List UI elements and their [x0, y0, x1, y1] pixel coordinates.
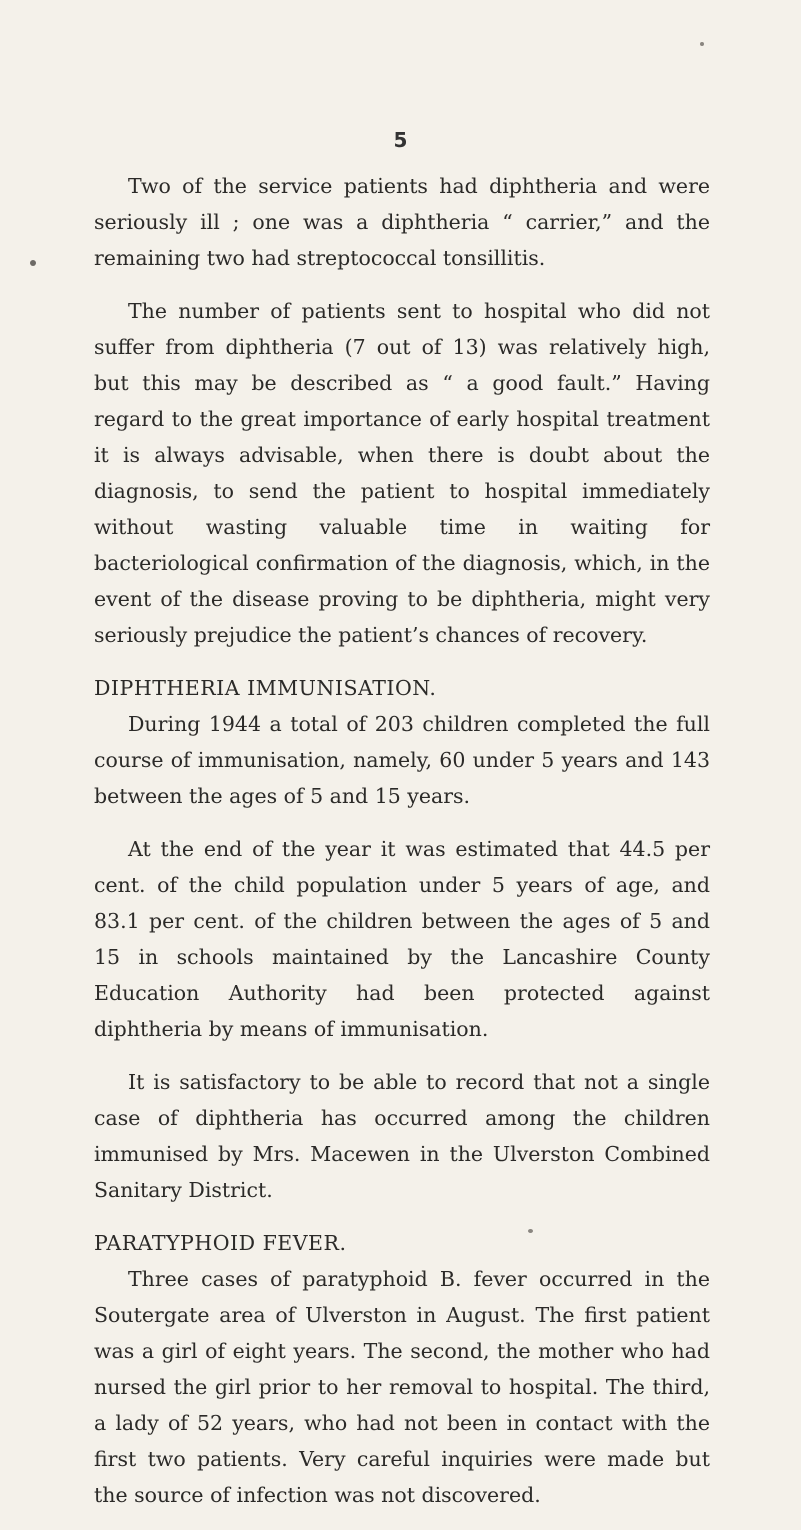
paragraph-service-patients: Two of the service patients had diphtheria and were seriously ill ; one was a diphtheria “ carrier,” and the remaining two had streptococcal tonsillitis.: [94, 174, 710, 270]
scan-speck: [30, 260, 36, 266]
scan-speck: [700, 42, 704, 46]
paragraph-immunisation-totals: During 1944 a total of 203 children completed the full course of immunisation, namely, 60 under 5 years and 143 between the ages of 5 and 15 years.: [94, 712, 710, 808]
document-body: [94, 168, 710, 1530]
page-number: 5: [393, 128, 408, 152]
paragraph-hospital-referrals: The number of patients sent to hospital who did not suffer from diphtheria (7 out of 13) was relatively high, but this may be described as “ a good fault.” Having regard to the great importance of early hospital treatment it is always advisable, when there is doubt about the diagnosis, to send the patient to hospital immediately without wasting valuable time in waiting for bacteriological confirmation of the diagnosis, which, in the event of the disease proving to be diphtheria, might very seriously prejudice the patient’s chances of recovery.: [94, 299, 710, 647]
paragraph-immunisation-percentages: At the end of the year it was estimated that 44.5 per cent. of the child population under 5 years of age, and 83.1 per cent. of the children between the ages of 5 and 15 in schools maintained by the Lancashire County Education Authority had been protected against diphtheria by means of immunisation.: [94, 837, 710, 1041]
heading-paratyphoid-fever: PARATYPHOID FEVER.: [94, 1231, 347, 1255]
paragraph-immunisation-outcome: It is satisfactory to be able to record that not a single case of diphtheria has occurred among the children immunised by Mrs. Macewen in the Ulverston Combined Sanitary District.: [94, 1070, 710, 1202]
paragraph-paratyphoid-cases: Three cases of paratyphoid B. fever occurred in the Soutergate area of Ulverston in August. The first patient was a girl of eight years. The second, the mother who had nursed the girl prior to her removal to hospital. The third, a lady of 52 years, who had not been in contact with the first two patients. Very careful inquiries were made but the source of infection was not discovered.: [94, 1267, 710, 1507]
heading-diphtheria-immunisation: DIPHTHERIA IMMUNISATION.: [94, 676, 437, 700]
